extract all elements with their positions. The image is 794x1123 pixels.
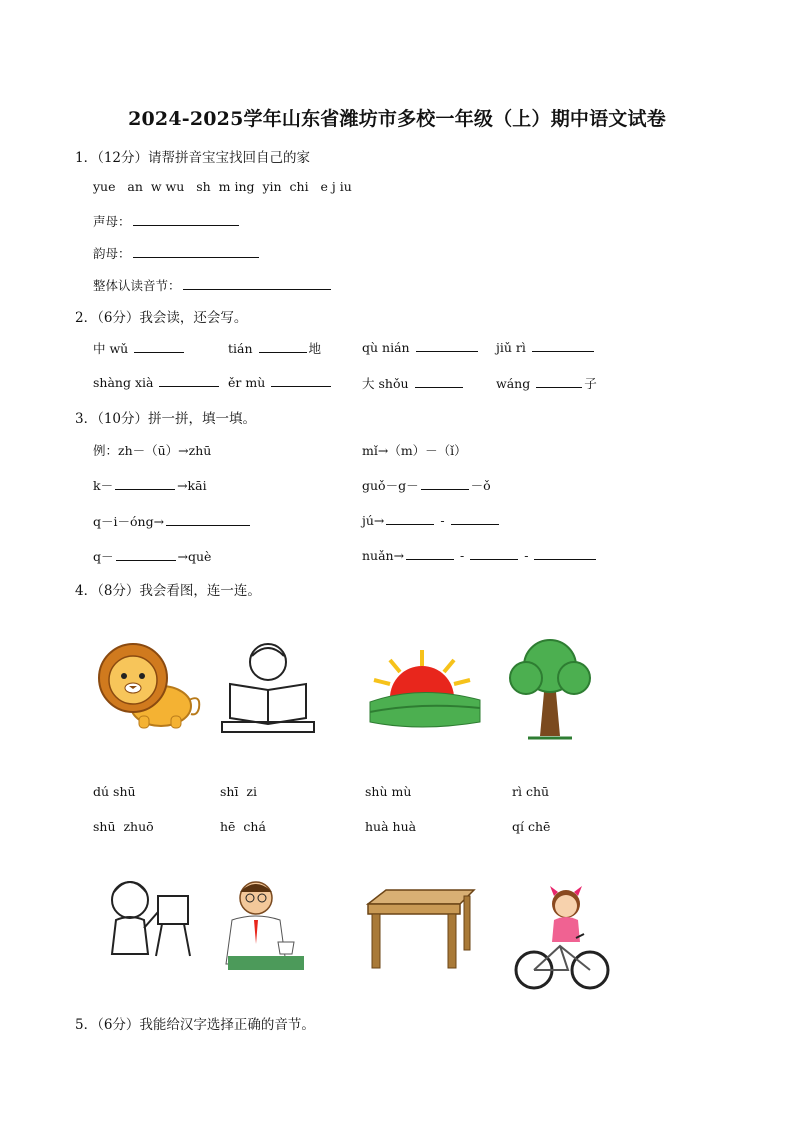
reading-book-icon — [222, 644, 314, 732]
q3-row1-right — [362, 476, 491, 494]
q3-suffix: →kāi — [177, 478, 207, 493]
desk-icon — [368, 890, 474, 968]
q2-item-zhongwu — [93, 339, 186, 357]
q3-prefix: nuǎn→ — [362, 548, 405, 563]
tree-icon — [510, 640, 590, 738]
desk-picture — [364, 886, 478, 972]
q1-pinyin-list: yue an w wu sh m ing yin chi e j iu — [93, 179, 352, 194]
q3-row2-right: jú→ - — [362, 512, 501, 528]
q3-blank[interactable] — [116, 548, 176, 561]
q2-suffix: 地 — [308, 341, 322, 356]
q1-yunmu-label: 韵母： — [93, 246, 131, 261]
q2-item-qunian — [362, 339, 480, 355]
q2-blank[interactable] — [259, 340, 307, 353]
q3-blank[interactable] — [406, 547, 454, 560]
q2-item-shangxia — [93, 374, 221, 390]
q4-pinyin-shuzhuo[interactable]: shū zhuō — [93, 819, 154, 834]
question-1-header: 1．（12分）请帮拼音宝宝找回自己的家 — [75, 150, 311, 166]
q4-pinyin-huahua[interactable]: huà huà — [365, 819, 417, 834]
q3-row3-left — [93, 547, 211, 565]
q3-prefix: q－ — [93, 549, 114, 564]
question-5-header: 5．（6分）我能给汉字选择正确的音节。 — [75, 1017, 315, 1033]
q4-pinyin-hecha[interactable]: hē chá — [220, 819, 266, 834]
q2-prompt: tián — [228, 341, 253, 356]
q4-pinyin-richu[interactable]: rì chū — [512, 784, 550, 799]
q3-row2-left — [93, 512, 252, 530]
painting-girl-picture — [100, 876, 196, 960]
page-title: 2024-2025学年山东省潍坊市多校一年级（上）期中语文试卷 — [128, 108, 666, 130]
q2-blank[interactable] — [159, 374, 219, 387]
q3-blank[interactable] — [534, 547, 596, 560]
q2-prompt: jiǔ rì — [496, 340, 526, 355]
q2-prompt: 中 wǔ — [93, 341, 129, 356]
sunrise-picture — [360, 640, 486, 732]
q2-blank[interactable] — [416, 339, 478, 352]
cycling-girl-picture — [514, 882, 610, 996]
q3-row3-right: nuǎn→ - - — [362, 547, 598, 563]
q3-prefix: guǒ－g－ — [362, 478, 419, 493]
q1-zhengti-row — [93, 276, 333, 294]
q3-blank[interactable] — [115, 477, 175, 490]
q4-pinyin-shumu[interactable]: shù mù — [365, 784, 412, 799]
q2-blank[interactable] — [415, 375, 463, 388]
q4-pinyin-shizi[interactable]: shī zi — [220, 784, 257, 799]
q2-blank[interactable] — [271, 374, 331, 387]
q3-prefix: k－ — [93, 478, 114, 493]
tea-drinking-icon — [226, 882, 304, 970]
q3-example-left: 例：zh－（ū）→zhū — [93, 443, 212, 458]
q2-item-ermu — [228, 374, 333, 390]
q2-prompt: wáng — [496, 376, 531, 391]
question-3-header: 3．（10分）拼一拼，填一填。 — [75, 411, 257, 427]
q3-example-right: mǐ→（m）－（ǐ） — [362, 443, 467, 458]
q2-prompt: 大 shǒu — [362, 376, 409, 391]
q2-blank[interactable] — [134, 340, 184, 353]
q1-shengmu-row — [93, 212, 241, 230]
q4-pinyin-dushu[interactable]: dú shū — [93, 784, 136, 799]
q2-blank[interactable] — [532, 339, 594, 352]
painting-icon — [112, 882, 190, 956]
q1-zhengti-blank[interactable] — [183, 277, 331, 290]
bicycle-icon — [516, 886, 608, 988]
q3-row1-left — [93, 476, 207, 494]
q3-blank[interactable] — [386, 512, 434, 525]
q1-zhengti-label: 整体认读音节： — [93, 278, 181, 293]
q2-prompt: qù nián — [362, 340, 410, 355]
reading-boy-picture — [218, 640, 318, 738]
q2-item-wangzi — [496, 374, 597, 392]
drinking-tea-man-picture — [218, 876, 306, 976]
question-2-header: 2．（6分）我会读，还会写。 — [75, 310, 248, 326]
q2-suffix: 子 — [584, 376, 597, 391]
q3-prefix: jú→ — [362, 513, 385, 528]
q2-prompt: shàng xià — [93, 375, 154, 390]
q3-prefix: q－i－óng→ — [93, 514, 165, 529]
q3-suffix: －ǒ — [470, 478, 491, 493]
q4-pinyin-qiche[interactable]: qí chē — [512, 819, 551, 834]
q3-suffix: →què — [177, 549, 212, 564]
lion-picture — [93, 640, 203, 732]
q1-yunmu-row — [93, 244, 261, 262]
q3-blank[interactable] — [451, 512, 499, 525]
q2-prompt: ěr mù — [228, 375, 266, 390]
q1-shengmu-label: 声母： — [93, 214, 131, 229]
q2-item-tiandi — [228, 339, 321, 357]
q2-blank[interactable] — [536, 375, 582, 388]
question-4-header: 4．（8分）我会看图，连一连。 — [75, 583, 261, 599]
q3-blank[interactable] — [421, 477, 469, 490]
q1-shengmu-blank[interactable] — [133, 213, 239, 226]
q3-blank[interactable] — [470, 547, 518, 560]
tree-picture — [508, 632, 592, 742]
q2-item-jiuri — [496, 339, 596, 355]
q1-yunmu-blank[interactable] — [133, 245, 259, 258]
q2-item-dashou — [362, 374, 465, 392]
sunrise-icon — [370, 650, 480, 727]
lion-icon — [99, 644, 199, 728]
q3-blank[interactable] — [166, 513, 250, 526]
